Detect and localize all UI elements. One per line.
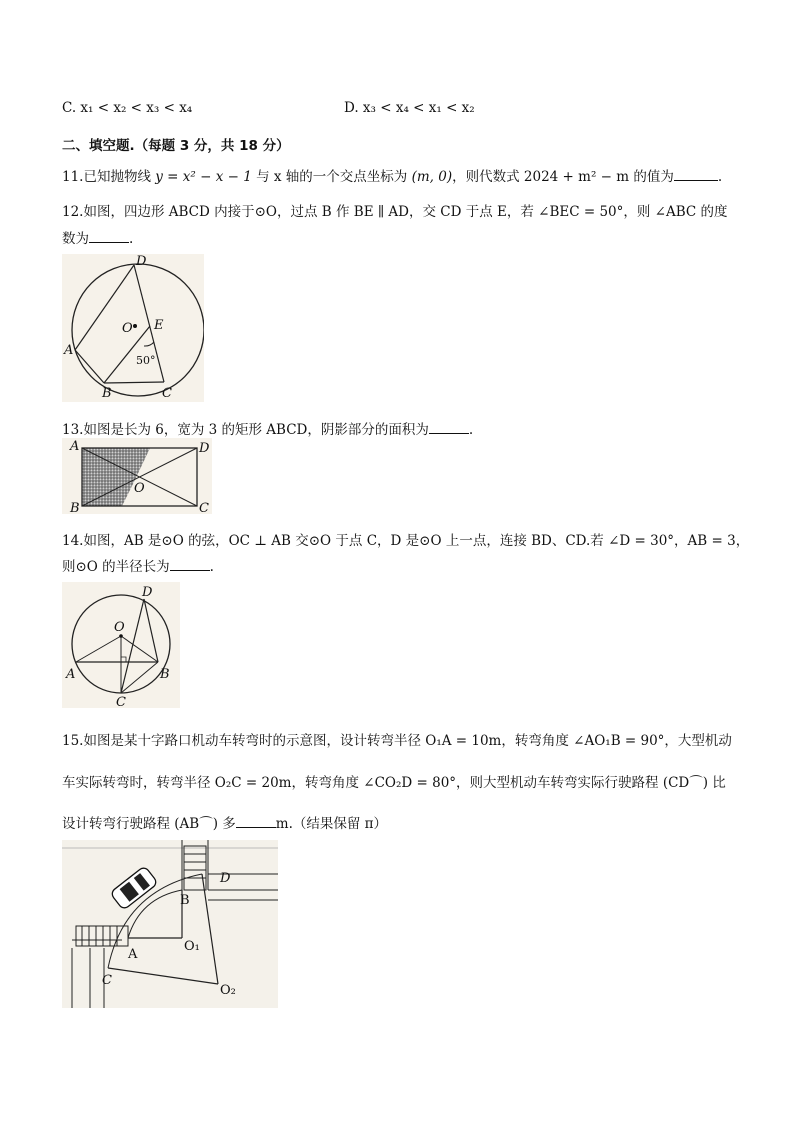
question-11	[62, 165, 722, 185]
q11-answer-blank[interactable]	[674, 168, 718, 181]
q12-text: 数为	[62, 231, 89, 247]
fig12-label-a: A	[64, 343, 74, 358]
q14-text: 则⊙O 的半径长为	[62, 559, 170, 575]
q13-answer-blank[interactable]	[429, 421, 469, 434]
fig14-label-c: C	[116, 695, 126, 708]
q11-formula: y = x² − x − 1	[155, 169, 252, 185]
fig13-label-a: A	[70, 439, 80, 454]
q12-end: .	[129, 231, 134, 247]
q11-text-1: 11.已知抛物线	[62, 169, 156, 185]
q11-end: .	[717, 169, 723, 185]
question-13	[62, 418, 473, 438]
fig15-label-o2: O₂	[220, 983, 236, 998]
figure-13	[62, 438, 212, 518]
q13-end: .	[468, 422, 474, 438]
fig13-label-d: D	[199, 441, 210, 456]
fig13-label-b: B	[70, 501, 80, 514]
section-title: 二、填空题.（每题 3 分，共 18 分）	[62, 138, 290, 154]
fig13-label-o: O	[134, 481, 145, 496]
q14-answer-blank[interactable]	[170, 558, 210, 571]
fig14-label-o: O	[114, 620, 125, 635]
fig12-label-d: D	[136, 254, 147, 269]
question-12-line-1: 12.如图，四边形 ABCD 内接于⊙O，过点 B 作 BE ∥ AD，交 CD 于点 E，若 ∠BEC = 50°，则 ∠ABC 的度	[62, 204, 728, 220]
fig12-label-o: O	[122, 321, 133, 336]
fig15-label-a: A	[128, 947, 138, 962]
fig15-label-c: C	[102, 973, 112, 988]
question-15-line-2: 车实际转弯时，转弯半径 O₂C = 20m，转弯角度 ∠CO₂D = 80°，则大型机动车转弯实际行驶路程 (CD⌒) 比	[62, 775, 726, 791]
fig14-label-b: B	[160, 667, 170, 682]
fig14-label-d: D	[142, 585, 153, 600]
fig15-label-b: B	[180, 893, 190, 908]
fig12-label-angle: 50°	[136, 354, 156, 367]
fig12-label-e: E	[154, 318, 164, 333]
q12-answer-blank[interactable]	[89, 230, 129, 243]
q11-text-3: ，则代数式 2024 + m² − m 的值为	[452, 169, 674, 185]
question-14-line-1: 14.如图，AB 是⊙O 的弦，OC ⊥ AB 交⊙O 于点 C，D 是⊙O 上一点，连接 BD、CD.若 ∠D = 30°，AB = 3，	[62, 533, 750, 549]
fig14-label-a: A	[66, 667, 76, 682]
q14-end: .	[209, 559, 214, 575]
question-14-line-2	[62, 555, 214, 575]
figure-14	[62, 582, 180, 712]
q15-end: m.（结果保留 π）	[275, 816, 388, 832]
figure-15	[62, 840, 278, 1012]
q13-text: 13.如图是长为 6，宽为 3 的矩形 ABCD，阴影部分的面积为	[62, 422, 429, 438]
q11-text-2: 与 x 轴的一个交点坐标为	[251, 169, 412, 185]
fig12-label-c: C	[162, 386, 172, 401]
figure-12	[62, 254, 204, 406]
question-12-line-2	[62, 227, 133, 247]
fig12-label-b: B	[102, 386, 112, 401]
q15-text: 设计转弯行驶路程 (AB⌒) 多	[62, 816, 236, 832]
question-15-line-3	[62, 812, 387, 832]
q15-answer-blank[interactable]	[236, 815, 276, 828]
fig15-label-o1: O₁	[184, 939, 200, 954]
question-15-line-1: 15.如图是某十字路口机动车转弯时的示意图，设计转弯半径 O₁A = 10m，转弯角度 ∠AO₁B = 90°，大型机动	[62, 733, 732, 749]
option-d: D. x₃ < x₄ < x₁ < x₂	[344, 100, 475, 116]
fig13-label-c: C	[199, 501, 209, 514]
fig15-label-d: D	[220, 871, 231, 886]
option-c: C. x₁ < x₂ < x₃ < x₄	[62, 100, 193, 116]
q11-point: (m, 0)	[411, 169, 453, 185]
